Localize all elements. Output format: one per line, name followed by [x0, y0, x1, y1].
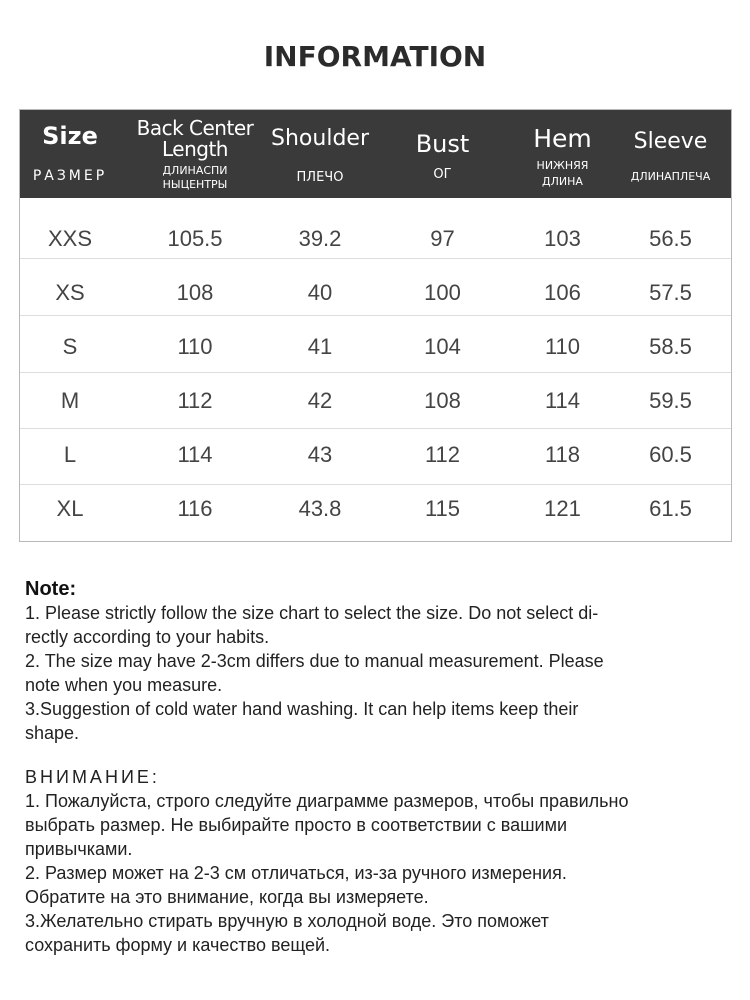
- row-divider: [20, 258, 731, 259]
- cell-hem: 106: [544, 280, 581, 305]
- header-size-sub: РАЗМЕР: [32, 168, 108, 184]
- header-size: [20, 110, 120, 198]
- cell-shoulder: 43: [307, 442, 333, 467]
- table-row: [20, 482, 731, 536]
- header-back-center-length-sub: ДЛИНАСПИ НЫЦЕНТРЫ: [162, 164, 228, 191]
- cell-bust: 104: [424, 334, 461, 359]
- cell-shoulder: 41: [307, 334, 333, 359]
- note-ru-line: 1. Пожалуйста, строго следуйте диаграмме размеров, чтобы правильно: [25, 791, 629, 811]
- cell-sleeve: 56.5: [649, 226, 692, 251]
- cell-sleeve: 61.5: [649, 496, 692, 521]
- table-header: [20, 110, 731, 198]
- cell-size: L: [63, 442, 77, 467]
- note-line: 3.Suggestion of cold water hand washing. It can help items keep their: [25, 699, 579, 719]
- cell-bust: 112: [424, 442, 461, 467]
- table-row: [20, 428, 731, 482]
- cell-sleeve: 57.5: [649, 280, 692, 305]
- cell-shoulder: 39.2: [298, 226, 342, 251]
- cell-bust: 100: [424, 280, 461, 305]
- cell-size: XL: [56, 496, 84, 521]
- cell-size: M: [60, 388, 80, 413]
- table-row: [20, 266, 731, 320]
- table-row: [20, 320, 731, 374]
- header-sleeve-label: Sleeve: [633, 129, 708, 154]
- note-section-ru: [25, 765, 725, 957]
- note-ru-line: 2. Размер может на 2-3 см отличаться, из-за ручного измерения.: [25, 863, 567, 883]
- note-ru-line: привычками.: [25, 839, 133, 859]
- cell-bust: 97: [430, 226, 455, 251]
- header-hem-label: Hem: [533, 124, 592, 153]
- note-line: shape.: [25, 723, 80, 743]
- cell-size: S: [62, 334, 78, 359]
- header-hem: [515, 110, 610, 198]
- header-bust-sub: ОГ: [433, 167, 452, 182]
- cell-size: XS: [55, 280, 85, 305]
- note-section-en: [25, 577, 725, 745]
- cell-hem: 103: [544, 226, 581, 251]
- row-divider: [20, 315, 731, 316]
- note-line: note when you measure.: [25, 675, 223, 695]
- cell-shoulder: 43.8: [298, 496, 342, 521]
- cell-hem: 110: [544, 334, 581, 359]
- header-shoulder-sub: ПЛЕЧО: [296, 170, 344, 185]
- header-sleeve: [610, 110, 731, 198]
- cell-size: XXS: [47, 226, 93, 251]
- note-line: rectly according to your habits.: [25, 627, 270, 647]
- cell-sleeve: 60.5: [649, 442, 692, 467]
- header-bust: [370, 110, 515, 198]
- header-size-label: Size: [42, 122, 98, 150]
- cell-back-center-length: 108: [176, 280, 214, 305]
- note-line: 1. Please strictly follow the size chart to select the size. Do not select di-: [25, 603, 599, 623]
- row-divider: [20, 372, 731, 373]
- header-hem-sub: НИЖНЯЯ ДЛИНА: [536, 159, 589, 188]
- note-line: 2. The size may have 2-3cm differs due to manual measurement. Please: [25, 651, 604, 671]
- cell-bust: 115: [424, 496, 461, 521]
- cell-shoulder: 42: [307, 388, 333, 413]
- header-back-center-length-label: Back Center Length: [136, 116, 254, 161]
- note-ru-line: сохранить форму и качество вещей.: [25, 935, 331, 955]
- table-row: [20, 374, 731, 428]
- cell-back-center-length: 114: [177, 442, 213, 467]
- header-shoulder: [270, 110, 370, 198]
- header-back-center-length: [120, 110, 270, 198]
- note-ru-line: выбрать размер. Не выбирайте просто в соответствии с вашими: [25, 815, 568, 835]
- cell-back-center-length: 110: [177, 334, 213, 359]
- cell-bust: 108: [424, 388, 461, 413]
- page-title: INFORMATION: [263, 40, 487, 73]
- header-bust-label: Bust: [415, 130, 470, 158]
- header-shoulder-label: Shoulder: [271, 126, 369, 151]
- cell-hem: 121: [544, 496, 581, 521]
- cell-shoulder: 40: [307, 280, 333, 305]
- size-chart-table: [19, 109, 732, 542]
- note-ru-line: 3.Желательно стирать вручную в холодной воде. Это поможет: [25, 911, 549, 931]
- cell-back-center-length: 112: [177, 388, 213, 413]
- note-ru-line: Обратите на это внимание, когда вы измеряете.: [25, 887, 429, 907]
- cell-hem: 114: [544, 388, 581, 413]
- cell-sleeve: 59.5: [649, 388, 692, 413]
- cell-hem: 118: [544, 442, 581, 467]
- cell-back-center-length: 116: [177, 496, 213, 521]
- cell-sleeve: 58.5: [649, 334, 692, 359]
- note-heading: Note:: [25, 578, 77, 600]
- header-sleeve-sub: ДЛИНАПЛЕЧА: [630, 170, 711, 183]
- cell-back-center-length: 105.5: [167, 226, 223, 251]
- note-ru-heading: ВНИМАНИЕ:: [25, 767, 160, 787]
